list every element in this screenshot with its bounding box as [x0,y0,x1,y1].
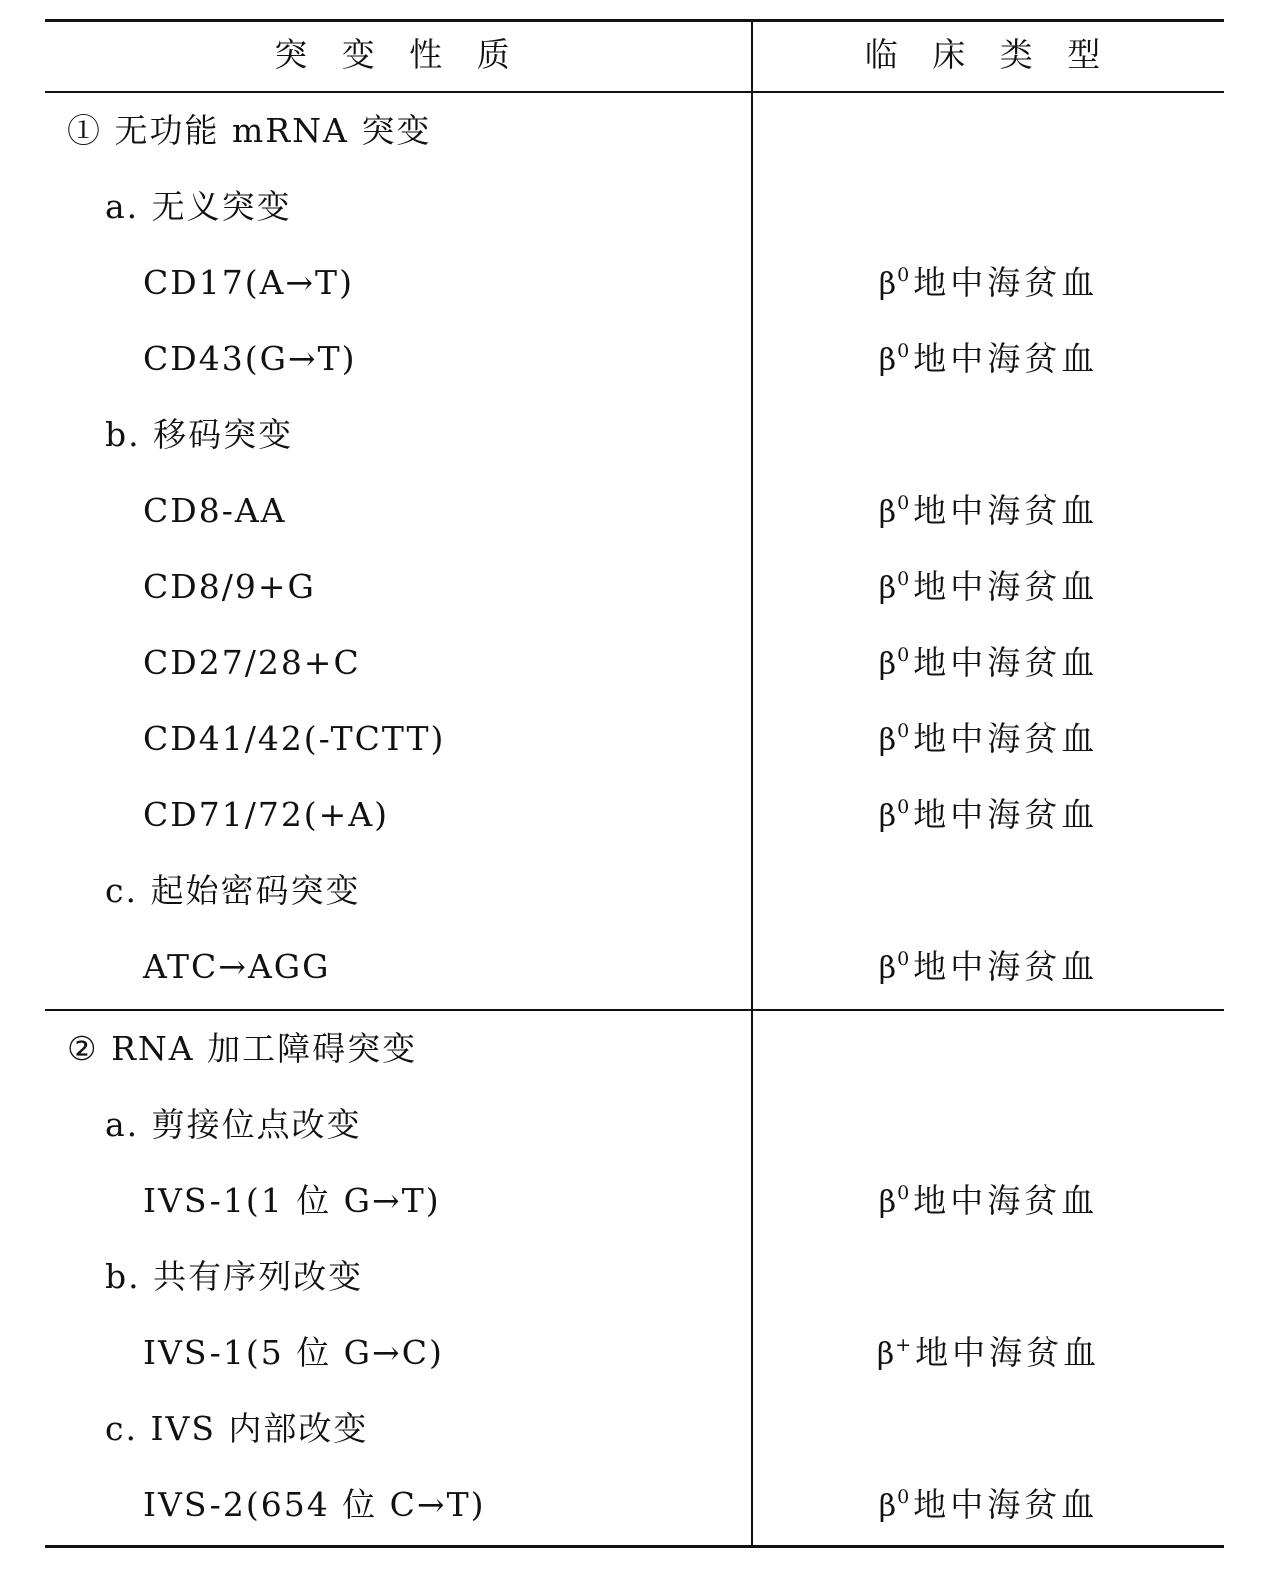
table-row [45,1315,1224,1391]
clinical-type-label: 地中海贫血 [913,491,1099,530]
subsection-heading: b. 移码突变 [105,415,294,454]
mutation-name: CD8-AA [143,491,287,530]
mutation-name: CD17(A→T) [143,263,354,302]
table-row [45,777,1224,853]
beta-symbol: β [878,571,897,606]
beta-superscript: 0 [897,1182,910,1204]
beta-superscript: + [895,1334,912,1356]
beta-symbol: β [878,495,897,530]
mutation-name: ATC→AGG [143,947,331,986]
table-row [45,1011,1224,1087]
clinical-type-cell [753,549,1224,625]
mutation-name: CD71/72(+A) [143,795,390,834]
clinical-type-label: 地中海贫血 [913,947,1099,986]
clinical-type-cell [753,1163,1224,1239]
beta-superscript: 0 [897,796,910,818]
table-row [45,1087,1224,1163]
mutation-name: CD27/28+C [143,643,361,682]
subsection-heading: b. 共有序列改变 [105,1257,364,1296]
table-row [45,245,1224,321]
mutation-name: IVS-1(5 位 G→C) [143,1333,444,1372]
beta-symbol: β [878,1185,897,1220]
table-row [45,397,1224,473]
table-row [45,169,1224,245]
table-row [45,473,1224,549]
table-row [45,625,1224,701]
beta-symbol: β [878,267,897,302]
clinical-type-label: 地中海贫血 [915,1333,1101,1372]
table-row [45,1391,1224,1467]
clinical-type-label: 地中海贫血 [913,719,1099,758]
clinical-type-cell [753,1467,1224,1543]
table-bottom-rule [45,1545,1224,1548]
clinical-type-cell [753,929,1224,1005]
section-heading: ① 无功能 mRNA 突变 [67,111,432,150]
clinical-type-label: 地中海贫血 [913,643,1099,682]
table-row [45,853,1224,929]
beta-superscript: 0 [897,644,910,666]
mutation-name: CD43(G→T) [143,339,357,378]
clinical-type-label: 地中海贫血 [913,339,1099,378]
beta-superscript: 0 [897,720,910,742]
clinical-type-label: 地中海贫血 [913,795,1099,834]
beta-superscript: 0 [897,568,910,590]
clinical-type-label: 地中海贫血 [913,1485,1099,1524]
mutation-name: IVS-1(1 位 G→T) [143,1181,441,1220]
beta-superscript: 0 [897,948,910,970]
beta-superscript: 0 [897,1486,910,1508]
clinical-type-cell [753,625,1224,701]
subsection-heading: a. 剪接位点改变 [105,1105,362,1144]
table-row [45,1467,1224,1543]
mutation-table [45,19,1224,1549]
column-header-clinical-type: 临 床 类 型 [864,35,1113,74]
table-row [45,701,1224,777]
table-row [45,93,1224,169]
table-row [45,549,1224,625]
table-row [45,1163,1224,1239]
table-row [45,321,1224,397]
beta-symbol: β [878,1489,897,1524]
clinical-type-cell [753,701,1224,777]
beta-superscript: 0 [897,340,910,362]
beta-symbol: β [878,647,897,682]
column-header-mutation-nature: 突 变 性 质 [274,35,522,74]
clinical-type-cell [753,473,1224,549]
beta-superscript: 0 [897,492,910,514]
table-row [45,1239,1224,1315]
table-row [45,929,1224,1005]
subsection-heading: c. 起始密码突变 [105,871,361,910]
clinical-type-label: 地中海贫血 [913,567,1099,606]
clinical-type-cell [753,1315,1224,1391]
beta-symbol: β [878,343,897,378]
beta-symbol: β [878,723,897,758]
beta-superscript: 0 [897,264,910,286]
beta-symbol: β [876,1337,895,1372]
beta-symbol: β [878,799,897,834]
clinical-type-cell [753,321,1224,397]
clinical-type-label: 地中海贫血 [913,1181,1099,1220]
mutation-name: CD41/42(-TCTT) [143,719,446,758]
mutation-name: CD8/9+G [143,567,316,606]
clinical-type-cell [753,777,1224,853]
subsection-heading: c. IVS 内部改变 [105,1409,369,1448]
mutation-name: IVS-2(654 位 C→T) [143,1485,486,1524]
section-heading: ② RNA 加工障碍突变 [67,1029,418,1068]
subsection-heading: a. 无义突变 [105,187,292,226]
clinical-type-cell [753,245,1224,321]
clinical-type-label: 地中海贫血 [913,263,1099,302]
beta-symbol: β [878,951,897,986]
